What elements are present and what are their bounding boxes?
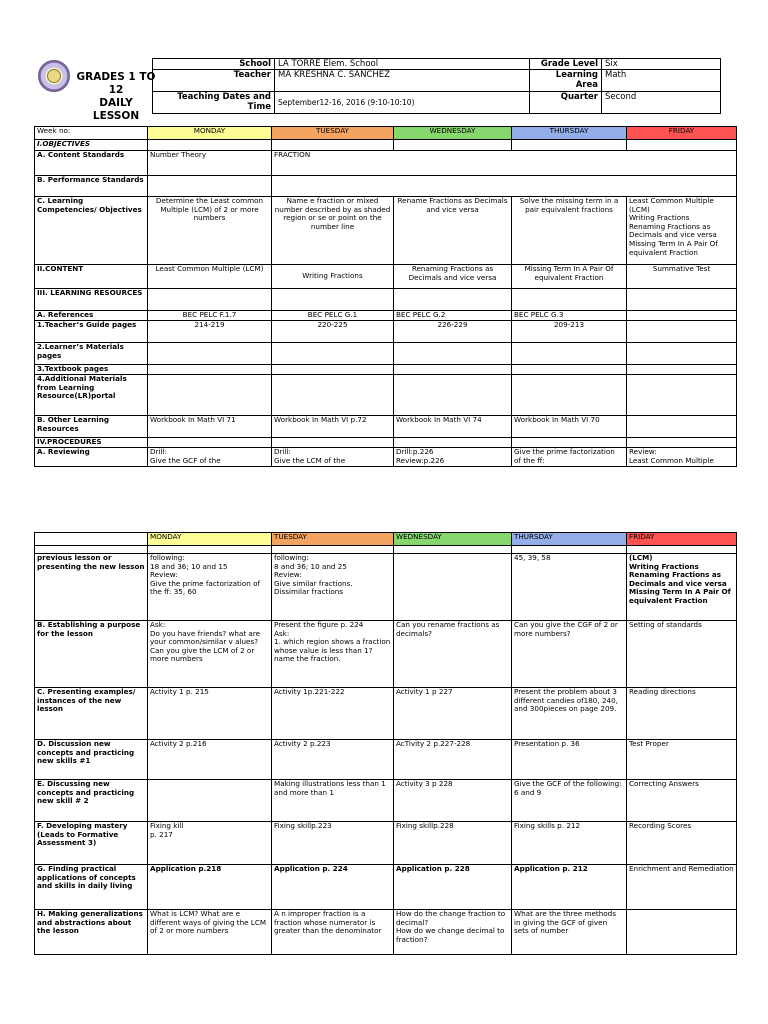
school-seal-logo [38, 60, 70, 92]
seal-emblem [47, 69, 61, 83]
teacher-label: Teacher [153, 70, 275, 92]
day-header-monday-p2: MONDAY [148, 533, 272, 546]
cell-skills2-wednesday: Activity 3 p 228 [394, 780, 512, 822]
cell-purpose-thursday: Can you give the CGF of 2 or more numbers? [512, 621, 627, 688]
cell-examples-friday: Reading directions [627, 688, 737, 740]
cell-content-standards-monday: Number Theory [148, 151, 272, 176]
cell-references-wednesday: BEC PELC G.2 [394, 311, 512, 321]
row-label-procedures: IV.PROCEDURES [35, 438, 148, 448]
school-value: LA TORRE Elem. School [275, 59, 530, 70]
row-label-presenting-new-lesson: previous lesson or presenting the new lesson [35, 554, 148, 621]
cell-reviewing-wednesday: Drill:p.226 Review:p.226 [394, 448, 512, 467]
day-header-wednesday: WEDNESDAY [394, 127, 512, 140]
row-label-content: II.CONTENT [35, 265, 148, 289]
row-label-generalizations: H. Making generalizations and abstractions about the lesson [35, 910, 148, 955]
cell-other-resources-wednesday: Workbook In Math VI 74 [394, 416, 512, 438]
cell-applications-tuesday: Application p. 224 [272, 865, 394, 910]
row-label-learning-competencies: C. Learning Competencies/ Objectives [35, 197, 148, 265]
teacher-value: MA KRESHNA C. SANCHEZ [275, 70, 530, 92]
cell-content-tuesday: Writing Fractions [272, 265, 394, 289]
row-label-learning-resources: III. LEARNING RESOURCES [35, 289, 148, 311]
cell-skills2-friday: Correcting Answers [627, 780, 737, 822]
cell-applications-thursday: Application p. 212 [512, 865, 627, 910]
cell-content-wednesday: Renaming Fractions as Decimals and vice versa [394, 265, 512, 289]
row-label-reviewing: A. Reviewing [35, 448, 148, 467]
row-label-other-resources: B. Other Learning Resources [35, 416, 148, 438]
cell-competencies-tuesday: Name e fraction or mixed number described by as shaded region or se or point on the number line [272, 197, 394, 265]
cell-applications-monday: Application p.218 [148, 865, 272, 910]
cell-reviewing-monday: Drill: Give the GCF of the [148, 448, 272, 467]
cell-reviewing-thursday: Give the prime factorization of the ff: [512, 448, 627, 467]
cell-competencies-friday: Least Common Multiple (LCM) Writing Fractions Renaming Fractions as Decimals and vice versa Missing Term In A Pair Of equivalent Fraction [627, 197, 737, 265]
cell-previous-lesson-friday: (LCM) Writing Fractions Renaming Fractions as Decimals and vice versa Missing Term In A Pair Of equivalent Fraction [627, 554, 737, 621]
cell-applications-friday: Enrichment and Remediation [627, 865, 737, 910]
cell-purpose-friday: Setting of standards [627, 621, 737, 688]
cell-skills1-monday: Activity 2 p.216 [148, 740, 272, 780]
cell-skills2-thursday: Give the GCF of the following: 6 and 9 [512, 780, 627, 822]
row-label-additional-materials: 4.Additional Materials from Learning Resource(LR)portal [35, 375, 148, 416]
cell-references-tuesday: BEC PELC G.1 [272, 311, 394, 321]
cell-mastery-monday: Fixing kill p. 217 [148, 822, 272, 865]
lesson-plan-table-page-1 [34, 126, 737, 467]
day-header-thursday-p2: THURSDAY [512, 533, 627, 546]
cell-purpose-tuesday: Present the figure p. 224 Ask: 1. which region shows a fraction whose value is less than 1? name the fraction. [272, 621, 394, 688]
cell-skills1-thursday: Presentation p. 36 [512, 740, 627, 780]
cell-competencies-thursday: Solve the missing term in a pair equivalent fractions [512, 197, 627, 265]
dates-value: September12-16, 2016 (9:10-10:10) [275, 92, 530, 114]
cell-other-resources-tuesday: Workbook In Math VI p.72 [272, 416, 394, 438]
row-label-developing-mastery: F. Developing mastery (Leads to Formative Assessment 3) [35, 822, 148, 865]
dates-label: Teaching Dates and Time [153, 92, 275, 114]
cell-applications-wednesday: Application p. 228 [394, 865, 512, 910]
row-label-objectives: I.OBJECTIVES [35, 140, 148, 151]
cell-generalizations-thursday: What are the three methods in giving the GCF of given sets of number [512, 910, 627, 955]
cell-examples-thursday: Present the problem about 3 different candies of180, 240, and 300pieces on page 209. [512, 688, 627, 740]
cell-examples-wednesday: Activity 1 p 227 [394, 688, 512, 740]
cell-reviewing-friday: Review: Least Common Multiple [627, 448, 737, 467]
cell-teachers-guide-thursday: 209-213 [512, 321, 627, 343]
cell-previous-lesson-tuesday: following: 8 and 36; 10 and 25 Review: Give similar fractions. Dissimilar fractions [272, 554, 394, 621]
quarter-label: Quarter [530, 92, 602, 114]
cell-content-friday: Summative Test [627, 265, 737, 289]
school-label: School [153, 59, 275, 70]
row-label-references: A. References [35, 311, 148, 321]
cell-skills1-wednesday: AcTivity 2 p.227-228 [394, 740, 512, 780]
day-header-thursday: THURSDAY [512, 127, 627, 140]
cell-content-standards-tuesday: FRACTION [272, 151, 737, 176]
cell-generalizations-wednesday: How do the change fraction to decimal? How do we change decimal to fraction? [394, 910, 512, 955]
cell-competencies-monday: Determine the Least common Multiple (LCM) of 2 or more numbers [148, 197, 272, 265]
row-label-textbook-pages: 3.Textbook pages [35, 365, 148, 375]
row-label-learners-materials: 2.Learner’s Materials pages [35, 343, 148, 365]
cell-mastery-tuesday: Fixing skillp.223 [272, 822, 394, 865]
day-header-friday: FRIDAY [627, 127, 737, 140]
cell-other-resources-thursday: Workbook In Math VI 70 [512, 416, 627, 438]
grade-level-value: Six [602, 59, 721, 70]
row-label-discussion-skills-1: D. Discussion new concepts and practicing new skills #1 [35, 740, 148, 780]
cell-mastery-wednesday: Fixing skillp.228 [394, 822, 512, 865]
cell-examples-monday: Activity 1 p. 215 [148, 688, 272, 740]
row-label-presenting-examples: C. Presenting examples/ instances of the new lesson [35, 688, 148, 740]
cell-previous-lesson-monday: following: 18 and 36; 10 and 15 Review: Give the prime factorization of the ff: 35, 60 [148, 554, 272, 621]
cell-purpose-wednesday: Can you rename fractions as decimals? [394, 621, 512, 688]
cell-content-thursday: Missing Term In A Pair Of equivalent Fraction [512, 265, 627, 289]
header-info-table [152, 58, 721, 114]
day-header-wednesday-p2: WEDNESDAY [394, 533, 512, 546]
row-label-content-standards: A. Content Standards [35, 151, 148, 176]
cell-skills1-friday: Test Proper [627, 740, 737, 780]
cell-content-monday: Least Common Multiple (LCM) [148, 265, 272, 289]
row-label-teachers-guide: 1.Teacher’s Guide pages [35, 321, 148, 343]
form-title: GRADES 1 TO 12 DAILY LESSON [76, 71, 156, 122]
cell-references-monday: BEC PELC F.1.7 [148, 311, 272, 321]
row-label-discussion-skills-2: E. Discussing new concepts and practicing new skill # 2 [35, 780, 148, 822]
day-header-tuesday-p2: TUESDAY [272, 533, 394, 546]
cell-competencies-wednesday: Rename Fractions as Decimals and vice versa [394, 197, 512, 265]
row-label-practical-applications: G. Finding practical applications of concepts and skills in daily living [35, 865, 148, 910]
cell-mastery-friday: Recording Scores [627, 822, 737, 865]
quarter-value: Second [602, 92, 721, 114]
learning-area-label: Learning Area [530, 70, 602, 92]
cell-generalizations-tuesday: A n improper fraction is a fraction whose numerator is greater than the denominator [272, 910, 394, 955]
day-header-tuesday: TUESDAY [272, 127, 394, 140]
week-no-label: Week no: [35, 127, 148, 140]
cell-generalizations-monday: What is LCM? What are e different ways of giving the LCM of 2 or more numbers [148, 910, 272, 955]
cell-purpose-monday: Ask: Do you have friends? what are your common/similar v alues? Can you give the LCM of 2 or more numbers [148, 621, 272, 688]
grade-level-label: Grade Level [530, 59, 602, 70]
cell-examples-tuesday: Activity 1p.221-222 [272, 688, 394, 740]
cell-other-resources-monday: Workbook In Math VI 71 [148, 416, 272, 438]
lesson-plan-table-page-2 [34, 532, 737, 955]
cell-mastery-thursday: Fixing skills p. 212 [512, 822, 627, 865]
cell-reviewing-tuesday: Drill: Give the LCM of the [272, 448, 394, 467]
learning-area-value: Math [602, 70, 721, 92]
cell-references-thursday: BEC PELC G.3 [512, 311, 627, 321]
cell-skills1-tuesday: Activity 2 p.223 [272, 740, 394, 780]
cell-previous-lesson-thursday: 45, 39, 58 [512, 554, 627, 621]
cell-skills2-tuesday: Making illustrations less than 1 and more than 1 [272, 780, 394, 822]
cell-teachers-guide-tuesday: 220-225 [272, 321, 394, 343]
day-header-friday-p2: FRIDAY [627, 533, 737, 546]
cell-teachers-guide-wednesday: 226-229 [394, 321, 512, 343]
day-header-monday: MONDAY [148, 127, 272, 140]
row-label-performance-standards: B. Performance Standards [35, 176, 148, 197]
row-label-establishing-purpose: B. Establishing a purpose for the lesson [35, 621, 148, 688]
cell-teachers-guide-monday: 214-219 [148, 321, 272, 343]
